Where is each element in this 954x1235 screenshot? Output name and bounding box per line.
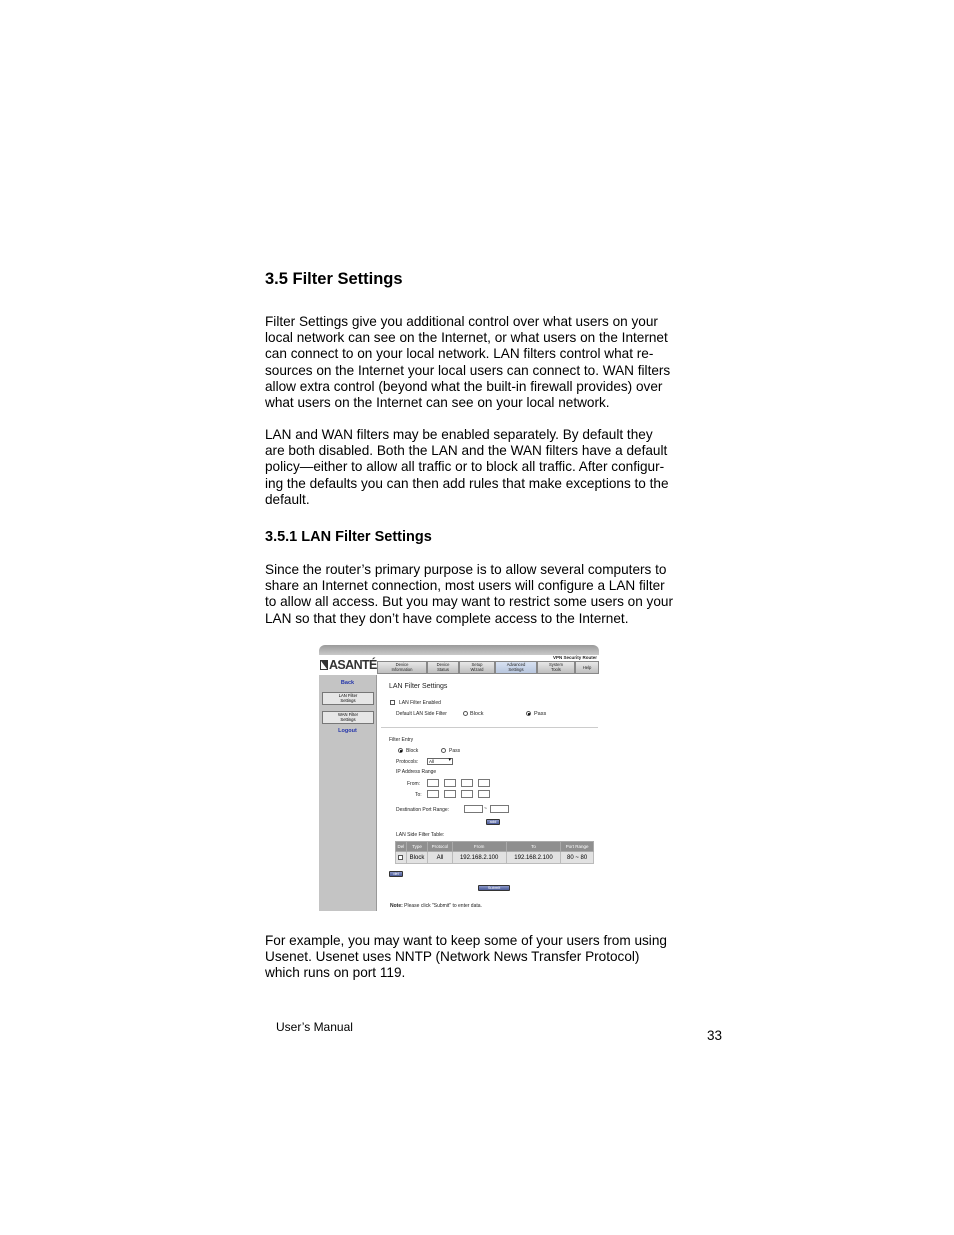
col-from: From <box>452 842 506 852</box>
protocol-value: All <box>429 759 435 764</box>
tab-system-tools[interactable]: System Tools <box>537 661 575 674</box>
to-ip-octet-3[interactable] <box>461 790 473 798</box>
col-type: Type <box>406 842 428 852</box>
text-line: Usenet. Usenet uses NNTP (Network News Transfer Protocol) <box>265 949 640 965</box>
text-line: default. <box>265 491 310 507</box>
port-end-input[interactable] <box>490 805 509 813</box>
tab-device-status[interactable]: Device Status <box>427 661 459 674</box>
del-button[interactable]: del <box>389 871 403 877</box>
tab-advanced-settings[interactable]: Advanced Settings <box>495 661 537 674</box>
ip-range-label: IP Address Range <box>396 769 437 775</box>
note-label: Note: <box>390 903 403 909</box>
row-protocol: All <box>428 852 452 864</box>
to-label: To: <box>415 792 422 798</box>
text-line: what users on the Internet can see on your local network. <box>265 395 610 411</box>
col-del: Del <box>396 842 407 852</box>
product-label: VPN Security Router <box>552 655 597 660</box>
to-ip-octet-2[interactable] <box>444 790 456 798</box>
text-line: share an Internet connection, most users will configure a LAN filter <box>265 578 665 594</box>
lan-filter-enabled-checkbox[interactable] <box>390 700 395 705</box>
tab-setup-wizard[interactable]: Setup Wizard <box>459 661 495 674</box>
lan-filter-enabled-label: LAN Filter Enabled <box>399 700 441 706</box>
wan-filter-settings-button[interactable]: WAN Filter Settings <box>322 711 374 724</box>
tab-help[interactable]: Help <box>575 661 599 674</box>
footer-title: User’s Manual <box>276 1020 353 1034</box>
to-ip-octet-4[interactable] <box>478 790 490 798</box>
lan-filter-settings-button[interactable]: LAN Filter Settings <box>322 692 374 705</box>
page-number: 33 <box>707 1028 723 1043</box>
divider <box>381 727 598 728</box>
text-line: ing the defaults you can then add rules that make exceptions to the <box>265 475 669 491</box>
col-port-range: Port Range <box>561 842 594 852</box>
text-line: which runs on port 119. <box>265 965 406 981</box>
content-panel <box>376 675 599 911</box>
filter-entry-label: Filter Entry <box>389 737 414 743</box>
nav-bar <box>377 661 599 674</box>
entry-block-radio[interactable] <box>398 748 403 753</box>
text-line: LAN so that they don’t have complete access to the Internet. <box>265 610 629 626</box>
text-line: to allow all access. But you may want to restrict some users on your <box>265 594 673 610</box>
row-del-cell <box>396 852 407 864</box>
table-label: LAN Side Filter Table: <box>396 832 445 838</box>
panel-title: LAN Filter Settings <box>389 683 448 690</box>
text-line: local network can see on the Internet, or what users on the Internet <box>265 330 668 346</box>
port-start-input[interactable] <box>464 805 483 813</box>
text-line: are both disabled. Both the LAN and the WAN filters have a default <box>265 443 668 459</box>
submit-button[interactable]: Submit <box>478 885 510 891</box>
col-to: To <box>506 842 560 852</box>
window-top-bar <box>319 645 599 655</box>
paragraph-example <box>265 933 695 982</box>
row-del-checkbox[interactable] <box>398 855 403 860</box>
from-ip-octet-4[interactable] <box>478 779 490 787</box>
table-header-row <box>396 842 594 852</box>
default-pass-radio[interactable] <box>526 711 531 716</box>
filter-table <box>395 841 594 864</box>
from-label: From: <box>407 781 421 787</box>
port-separator: ~ <box>484 806 487 812</box>
col-protocol: Protocol <box>428 842 452 852</box>
row-from: 192.168.2.100 <box>452 852 506 864</box>
from-ip-octet-1[interactable] <box>427 779 439 787</box>
section-heading: 3.5 Filter Settings <box>265 270 403 288</box>
protocols-label: Protocols: <box>396 759 419 765</box>
text-line: allow extra control (beyond what the built-in firewall provides) over <box>265 378 663 394</box>
entry-block-label: Block <box>406 748 419 754</box>
entry-pass-radio[interactable] <box>441 748 446 753</box>
paragraph-defaults <box>265 427 695 508</box>
row-port-range: 80 ~ 80 <box>561 852 594 864</box>
router-screenshot <box>319 645 599 911</box>
add-button[interactable]: add <box>486 819 500 825</box>
default-pass-label: Pass <box>534 711 547 717</box>
text-line: LAN and WAN filters may be enabled separately. By default they <box>265 427 653 442</box>
note-text: Please click "Submit" to enter data. <box>404 903 482 909</box>
tab-device-information[interactable]: Device Information <box>377 661 427 674</box>
logo-text: ASANTÉ <box>329 658 377 672</box>
default-block-label: Block <box>470 711 484 717</box>
text-line: can connect to on your local network. LAN filters control what re- <box>265 346 654 362</box>
to-ip-octet-1[interactable] <box>427 790 439 798</box>
port-range-label: Destination Port Range: <box>396 807 450 813</box>
text-line: Since the router’s primary purpose is to allow several computers to <box>265 562 667 577</box>
text-line: For example, you may want to keep some of your users from using <box>265 933 667 948</box>
sidebar <box>319 675 376 911</box>
default-block-radio[interactable] <box>463 711 468 716</box>
logout-link[interactable]: Logout <box>338 728 357 734</box>
text-line: policy—either to allow all traffic or to block all traffic. After configur- <box>265 459 665 475</box>
row-type: Block <box>406 852 428 864</box>
paragraph-intro <box>265 314 695 411</box>
paragraph-lan-filter <box>265 562 695 627</box>
back-link[interactable]: Back <box>340 680 355 686</box>
row-to: 192.168.2.100 <box>506 852 560 864</box>
note <box>390 903 482 909</box>
from-ip-octet-2[interactable] <box>444 779 456 787</box>
entry-pass-label: Pass <box>449 748 461 754</box>
text-line: sources on the Internet your local users can connect to. WAN filters <box>265 362 671 378</box>
from-ip-octet-3[interactable] <box>461 779 473 787</box>
text-line: Filter Settings give you additional control over what users on your <box>265 314 658 329</box>
asante-logo-icon <box>320 660 328 670</box>
table-row <box>396 852 594 864</box>
subsection-heading: 3.5.1 LAN Filter Settings <box>265 529 432 545</box>
protocol-select[interactable] <box>427 758 453 765</box>
default-filter-label: Default LAN Side Filter <box>396 711 447 717</box>
